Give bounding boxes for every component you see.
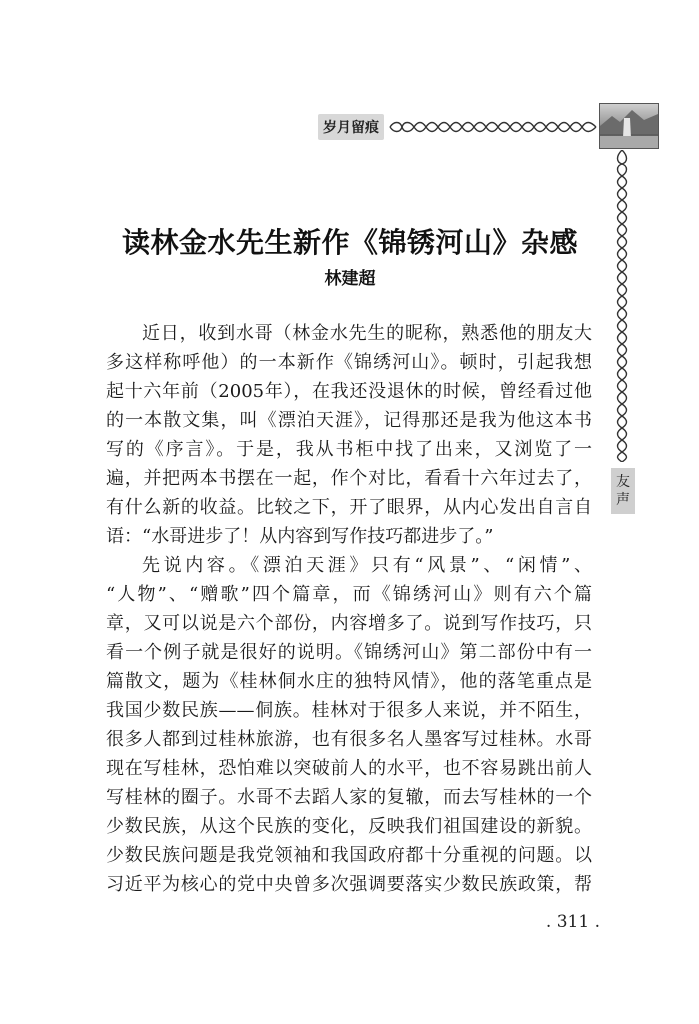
body-line: 先说内容。《漂泊天涯》只有“风景”、“闲情”、 (142, 555, 592, 576)
body-line: 我国少数民族——侗族。桂林对于很多人来说，并不陌生， (106, 700, 592, 721)
body-line: 起十六年前（2005年），在我还没退休的时候，曾经看过他 (106, 381, 592, 402)
body-line: “人物”、“赠歌”四个篇章，而《锦绣河山》则有六个篇 (106, 584, 592, 605)
decorative-border-horizontal (388, 119, 598, 135)
page-number: . 311 . (545, 912, 600, 932)
body-line: 篇散文，题为《桂林侗水庄的独特风情》，他的落笔重点是 (106, 671, 592, 692)
article-title: 读林金水先生新作《锦锈河山》杂感 (121, 226, 578, 259)
body-line: 少数民族，从这个民族的变化，反映我们祖国建设的新貌。 (106, 816, 592, 837)
side-section-tab (611, 468, 635, 514)
section-label: 岁月留痕 (318, 114, 384, 140)
body-line: 多这样称呼他）的一本新作《锦绣河山》。顿时，引起我想 (106, 352, 592, 373)
body-line: 习近平为核心的党中央曾多次强调要落实少数民族政策，帮 (106, 874, 592, 895)
body-line: 近日，收到水哥（林金水先生的昵称，熟悉他的朋友大 (142, 323, 592, 344)
side-tab-char-1: 友 (616, 474, 630, 490)
landscape-thumbnail (599, 103, 659, 149)
body-line: 写桂林的圈子。水哥不去蹈人家的复辙，而去写桂林的一个 (106, 787, 592, 808)
body-line: 写的《序言》。于是，我从书柜中找了出来，又浏览了一 (106, 439, 592, 460)
body-line: 遍，并把两本书摆在一起，作个对比，看看十六年过去了， (106, 468, 592, 489)
article-author: 林建超 (324, 269, 376, 289)
body-line: 少数民族问题是我党领袖和我国政府都十分重视的问题。以 (106, 845, 592, 866)
body-line: 章，又可以说是六个部份，内容增多了。说到写作技巧，只 (106, 613, 592, 634)
decorative-border-vertical (613, 150, 631, 462)
body-line: 语：“水哥进步了！从内容到写作技巧都进步了。” (106, 526, 494, 547)
body-line: 的一本散文集，叫《漂泊天涯》，记得那还是我为他这本书 (106, 410, 592, 431)
body-line: 有什么新的收益。比较之下，开了眼界，从内心发出自言自 (106, 497, 592, 518)
article-body (106, 319, 592, 899)
body-line: 现在写桂林，恐怕难以突破前人的水平，也不容易跳出前人 (106, 758, 592, 779)
side-tab-char-2: 声 (616, 492, 630, 508)
body-line: 看一个例子就是很好的说明。《锦绣河山》第二部份中有一 (106, 642, 592, 663)
body-line: 很多人都到过桂林旅游，也有很多名人墨客写过桂林。水哥 (106, 729, 592, 750)
